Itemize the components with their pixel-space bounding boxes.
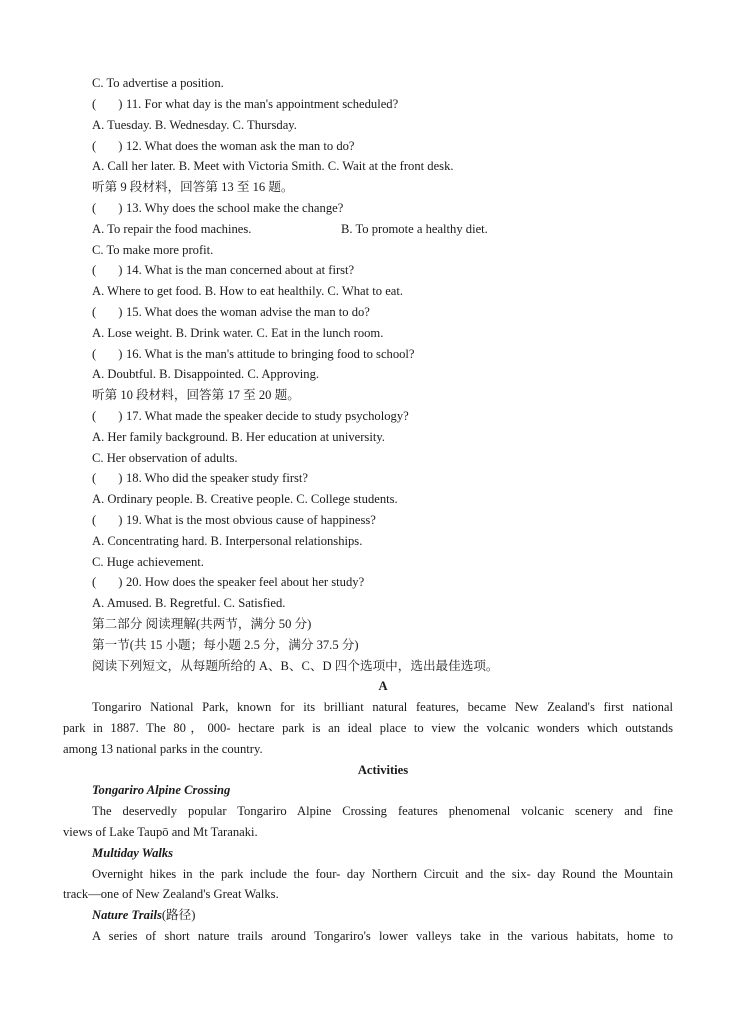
question-20: ( ) 20. How does the speaker feel about her study? [92,575,365,589]
section-instruction: 听第 10 段材料，回答第 17 至 20 题。 [92,388,300,402]
answer-blank: ( ) [92,97,123,111]
question-number: 12 [126,139,139,153]
option-line: A. Lose weight. B. Drink water. C. Eat in the lunch room. [92,326,384,340]
option-line: C. Huge achievement. [92,555,204,569]
section-title: 第一节(共 15 小题；每小题 2.5 分，满分 37.5 分) [92,638,359,652]
question-text: What is the man's attitude to bringing food to school? [144,347,415,361]
question-number: 16 [126,347,139,361]
question-14: ( ) 14. What is the man concerned about at first? [92,263,355,277]
question-number: 18 [126,471,139,485]
passage-intro-line: among 13 national parks in the country. [63,742,263,756]
activity-heading-row [92,907,195,923]
part-title: 第二部分 阅读理解(共两节，满分 50 分) [92,617,312,631]
answer-blank: ( ) [92,409,123,423]
question-text: What is the most obvious cause of happiness? [144,513,376,527]
answer-blank: ( ) [92,575,123,589]
question-12: ( ) 12. What does the woman ask the man to do? [92,139,355,153]
option-line: C. To make more profit. [92,243,214,257]
question-13: ( ) 13. Why does the school make the change? [92,201,344,215]
question-number: 13 [126,201,139,215]
passage-intro-line: Tongariro National Park, known for its brilliant natural features, became New Zealand's first national [92,700,673,714]
question-text: Who did the speaker study first? [144,471,308,485]
option-line: A. Tuesday. B. Wednesday. C. Thursday. [92,118,297,132]
question-number: 11 [126,97,139,111]
question-number: 19 [126,513,139,527]
section-instruction: 听第 9 段材料，回答第 13 至 16 题。 [92,180,294,194]
answer-blank: ( ) [92,263,123,277]
question-text: What made the speaker decide to study psychology? [144,409,409,423]
activity-text-line: A series of short nature trails around Tongariro's lower valleys take in the various habitats, home to [92,929,673,943]
activity-heading: Tongariro Alpine Crossing [92,783,231,797]
question-19: ( ) 19. What is the most obvious cause of happiness? [92,513,376,527]
answer-blank: ( ) [92,139,123,153]
question-16: ( ) 16. What is the man's attitude to bringing food to school? [92,347,415,361]
option-b: B. To promote a healthy diet. [341,222,488,236]
question-text: What does the woman ask the man to do? [144,139,355,153]
question-text: How does the speaker feel about her study? [144,575,365,589]
question-text: What does the woman advise the man to do? [144,305,370,319]
heading-note: (路径) [161,908,196,922]
option-line: A. Call her later. B. Meet with Victoria Smith. C. Wait at the front desk. [92,159,454,173]
option-line: A. Where to get food. B. How to eat healthily. C. What to eat. [92,284,404,298]
question-number: 20 [126,575,139,589]
answer-blank: ( ) [92,201,123,215]
question-text: For what day is the man's appointment scheduled? [144,97,399,111]
option-line: A. Doubtful. B. Disappointed. C. Approving. [92,367,320,381]
option-a: A. To repair the food machines. [92,222,252,236]
activity-text-line: Overnight hikes in the park include the four- day Northern Circuit and the six- day Round the Mountain [92,867,673,881]
question-text: What is the man concerned about at first? [144,263,355,277]
activity-heading: Multiday Walks [92,846,174,860]
passage-letter: A [378,679,388,693]
option-line: A. Ordinary people. B. Creative people. C. College students. [92,492,398,506]
question-15: ( ) 15. What does the woman advise the man to do? [92,305,370,319]
question-number: 14 [126,263,139,277]
question-11: ( ) 11. For what day is the man's appointment scheduled? [92,97,399,111]
option-line: A. Amused. B. Regretful. C. Satisfied. [92,596,286,610]
question-number: 17 [126,409,139,423]
passage-intro-line: park in 1887. The 80，000- hectare park is an ideal place to view the volcanic wonders which outstands [63,721,673,735]
option-line: A. Concentrating hard. B. Interpersonal relationships. [92,534,363,548]
question-17: ( ) 17. What made the speaker decide to study psychology? [92,409,409,423]
answer-blank: ( ) [92,347,123,361]
answer-blank: ( ) [92,471,123,485]
instruction: 阅读下列短文，从每题所给的 A、B、C、D 四个选项中，选出最佳选项。 [92,659,499,673]
activity-heading: Nature Trails [92,908,162,922]
option-line: C. To advertise a position. [92,76,224,90]
activity-text-line: views of Lake Taupō and Mt Taranaki. [63,825,258,839]
activity-text-line: The deservedly popular Tongariro Alpine Crossing features phenomenal volcanic scenery and fine [92,804,673,818]
question-number: 15 [126,305,139,319]
activity-text-line: track—one of New Zealand's Great Walks. [63,887,279,901]
option-line: A. Her family background. B. Her education at university. [92,430,385,444]
answer-blank: ( ) [92,305,123,319]
question-text: Why does the school make the change? [144,201,344,215]
option-line: C. Her observation of adults. [92,451,238,465]
answer-blank: ( ) [92,513,123,527]
activities-heading: Activities [357,763,409,777]
question-18: ( ) 18. Who did the speaker study first? [92,471,308,485]
